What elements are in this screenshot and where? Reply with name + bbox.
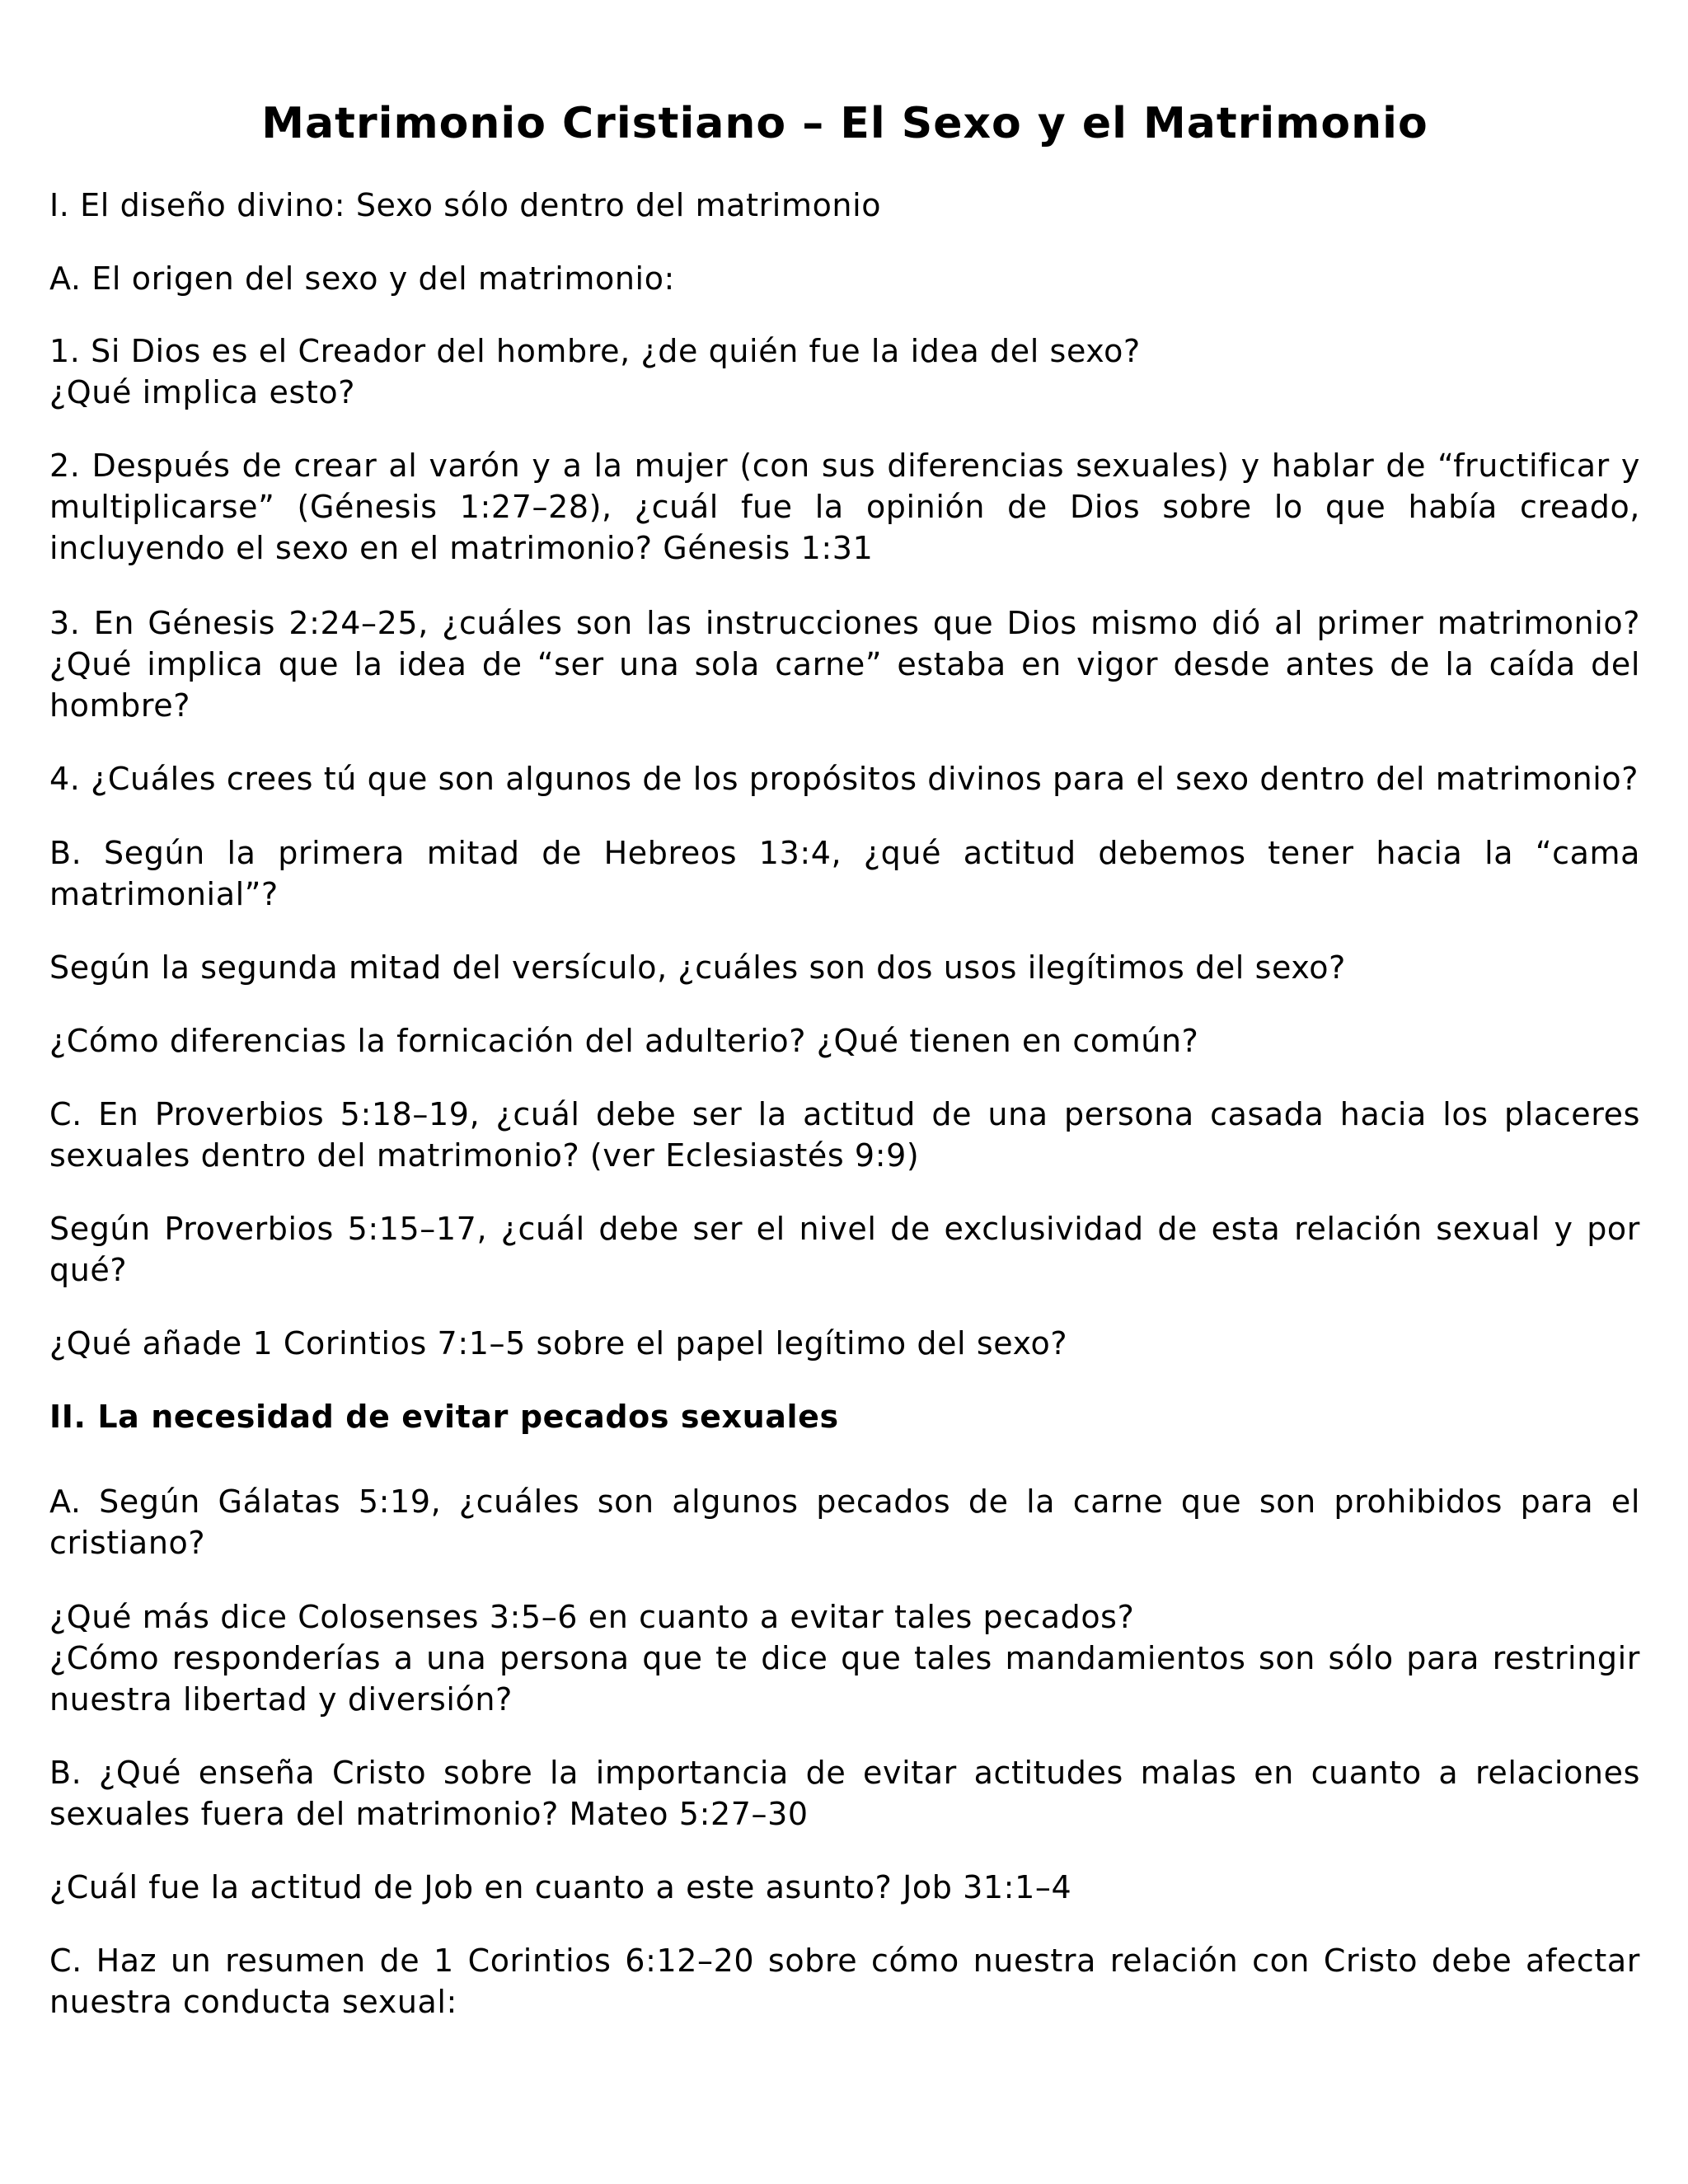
question-corintios-7: ¿Qué añade 1 Corintios 7:1–5 sobre el papel legítimo del sexo? xyxy=(49,1325,1068,1361)
question-a-galatas: A. Según Gálatas 5:19, ¿cuáles son algunos pecados de la carne que son prohibidos para el cristiano? xyxy=(49,1483,1640,1561)
question-3: 3. En Génesis 2:24–25, ¿cuáles son las instrucciones que Dios mismo dió al primer matrimonio? ¿Qué implica que la idea de “ser una sola carne” estaba en vigor desde antes de la caída del hombre? xyxy=(49,605,1640,724)
question-1-line-1: 1. Si Dios es el Creador del hombre, ¿de quién fue la idea del sexo? xyxy=(49,333,1141,369)
question-c-corintios-6: C. Haz un resumen de 1 Corintios 6:12–20 sobre cómo nuestra relación con Cristo debe afectar nuestra conducta sexual: xyxy=(49,1943,1640,2020)
question-b-mateo: B. ¿Qué enseña Cristo sobre la importancia de evitar actitudes malas en cuanto a relaciones sexuales fuera del matrimonio? Mateo 5:27–30 xyxy=(49,1755,1640,1832)
question-1-line-2: ¿Qué implica esto? xyxy=(49,374,355,410)
question-2: 2. Después de crear al varón y a la mujer (con sus diferencias sexuales) y hablar de “fructificar y multiplicarse” (Génesis 1:27–28), ¿cuál fue la opinión de Dios sobre lo que había creado, incluyendo el sexo en el matrimonio? Génesis 1:31 xyxy=(49,448,1640,566)
question-exclusividad: Según Proverbios 5:15–17, ¿cuál debe ser el nivel de exclusividad de esta relación sexual y por qué? xyxy=(49,1211,1640,1288)
question-b-hebreos: B. Según la primera mitad de Hebreos 13:4, ¿qué actitud debemos tener hacia la “cama matrimonial”? xyxy=(49,835,1640,912)
question-colosenses-line-1: ¿Qué más dice Colosenses 3:5–6 en cuanto a evitar tales pecados? xyxy=(49,1599,1135,1635)
question-fornicacion: ¿Cómo diferencias la fornicación del adulterio? ¿Qué tienen en común? xyxy=(49,1023,1199,1059)
question-job: ¿Cuál fue la actitud de Job en cuanto a este asunto? Job 31:1–4 xyxy=(49,1869,1072,1905)
question-4: 4. ¿Cuáles crees tú que son algunos de los propósitos divinos para el sexo dentro del matrimonio? xyxy=(49,761,1639,797)
question-colosenses-line-2: ¿Cómo responderías a una persona que te dice que tales mandamientos son sólo para restringir nuestra libertad y diversión? xyxy=(49,1640,1640,1718)
question-1 xyxy=(49,330,1640,413)
document-title: Matrimonio Cristiano – El Sexo y el Matrimonio xyxy=(261,99,1428,148)
question-segunda-mitad: Según la segunda mitad del versículo, ¿cuáles son dos usos ilegítimos del sexo? xyxy=(49,949,1346,986)
section-heading-1: I. El diseño divino: Sexo sólo dentro del matrimonio xyxy=(49,187,882,223)
question-colosenses xyxy=(49,1596,1640,1720)
question-c-proverbios: C. En Proverbios 5:18–19, ¿cuál debe ser la actitud de una persona casada hacia los placeres sexuales dentro del matrimonio? (ver Eclesiastés 9:9) xyxy=(49,1096,1640,1174)
subsection-a-origin: A. El origen del sexo y del matrimonio: xyxy=(49,260,675,297)
section-heading-2: II. La necesidad de evitar pecados sexuales xyxy=(49,1399,839,1435)
